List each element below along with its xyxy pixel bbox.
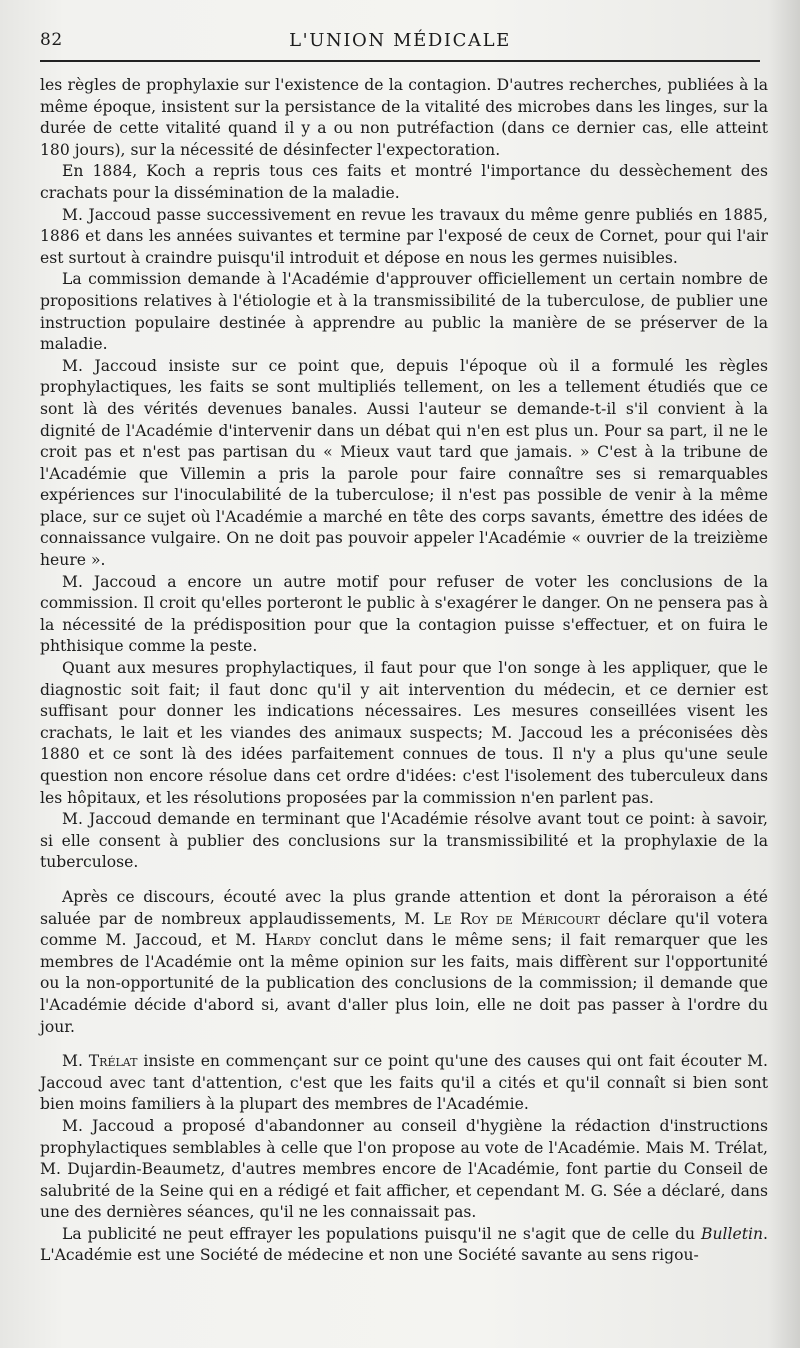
paragraph-1: les règles de prophylaxie sur l'existence de la contagion. D'autres recherches, publiées à la même époque, insistent sur la persistance de la vitalité des microbes dans les linges, sur la durée de cette vitalité quand il y a ou non putréfaction (dans ce dernier cas, elle atteint 180 jours), sur la nécessité de désinfecter l'expectoration. bbox=[40, 76, 768, 159]
paragraph-5: M. Jaccoud insiste sur ce point que, depuis l'époque où il a formulé les règles prophylactiques, les faits se sont multipliés tellement, on les a tellement étudiés que ce sont là des vérités devenues banales. Aussi l'auteur se demande-t-il s'il convient à la dignité de l'Académie d'intervenir dans un débat qui n'en est plus un. Pour sa part, il ne le croit pas et n'est pas partisan du « Mieux vaut tard que jamais. » C'est à la tribune de l'Académie que Villemin a pris la parole pour faire connaître ses si remarquables expériences sur l'inoculabilité de la tuberculose; il n'est pas possible de venir à la même place, sur ce sujet où l'Académie a marché en tête des corps savants, émettre des idées de connaissance vulgaire. On ne doit pas pouvoir appeler l'Académie « ouvrier de la treizième heure ». bbox=[40, 356, 768, 570]
paragraph-11: M. Jaccoud a proposé d'abandonner au conseil d'hygiène la rédaction d'instructions prophylactiques semblables à celle que l'on propose au vote de l'Académie. Mais M. Trélat, M. Dujardin-Beaumetz, d'autres membres encore de l'Académie, font partie du Conseil de salubrité de la Seine qui en a rédigé et fait afficher, et cependant M. G. Sée a déclaré, dans une des dernières séances, qu'il ne les connaissait pas. bbox=[40, 1116, 768, 1222]
paragraph-8: M. Jaccoud demande en terminant que l'Académie résolve avant tout ce point: à savoir, si elle consent à publier des conclusions sur la transmissibilité et la prophylaxie de la tuberculose. bbox=[40, 810, 768, 872]
page-number: 82 bbox=[40, 30, 63, 50]
person-name: Hardy bbox=[264, 931, 311, 950]
page-header bbox=[40, 30, 760, 62]
paragraph-12: La publicité ne peut effrayer les populations puisqu'il ne s'agit que de celle du Bulletin. L'Académie est une Société de médecine et non une Société savante au sens rigou- bbox=[40, 1224, 768, 1265]
paragraph-3: M. Jaccoud passe successivement en revue les travaux du même genre publiés en 1885, 1886 et dans les années suivantes et termine par l'exposé de ceux de Cornet, pour qui l'air est surtout à craindre puisqu'il introduit et dépose en nous les germes nuisibles. bbox=[40, 205, 768, 267]
person-name: Trélat bbox=[88, 1052, 138, 1071]
running-title: L'UNION MÉDICALE bbox=[289, 30, 511, 51]
article-body bbox=[40, 75, 768, 1267]
paragraph-10: M. Trélat insiste en commençant sur ce point qu'une des causes qui ont fait écouter M. Jaccoud avec tant d'attention, c'est que les faits qu'il a cités et qu'il connaît si bien sont bien moins familiers à la plupart des membres de l'Académie. bbox=[40, 1052, 769, 1114]
paragraph-4: La commission demande à l'Académie d'approuver officiellement un certain nombre de propositions relatives à l'étiologie et à la transmissibilité de la tuberculose, de publier une instruction populaire destinée à apprendre au public la manière de se préserver de la maladie. bbox=[40, 270, 768, 354]
person-name: Le Roy de Méricourt bbox=[433, 909, 600, 928]
paragraph-2: En 1884, Koch a repris tous ces faits et montré l'importance du dessèchement des crachats pour la dissémination de la maladie. bbox=[40, 162, 768, 202]
journal-title: Bulletin bbox=[701, 1224, 764, 1243]
paragraph-7: Quant aux mesures prophylactiques, il faut pour que l'on songe à les appliquer, que le diagnostic soit fait; il faut donc qu'il y ait intervention du médecin, et ce dernier est suffisant pour donner les indications nécessaires. Les mesures conseillées visent les crachats, le lait et les viandes des animaux suspects; M. Jaccoud les a préconisées dès 1880 et ce sont là des idées parfaitement connues de tous. Il n'y a plus qu'une seule question non encore résolue dans cet ordre d'idées: c'est l'isolement des tuberculeux dans les hôpitaux, et les résolutions proposées par la commission n'en parlent pas. bbox=[40, 659, 768, 807]
paragraph-6: M. Jaccoud a encore un autre motif pour refuser de voter les conclusions de la commission. Il croit qu'elles porteront le public à s'exagérer le danger. On ne pensera pas à la nécessité de la prédisposition pour que la contagion puisse s'effectuer, et on fuira le phthisique comme la peste. bbox=[40, 572, 768, 656]
paragraph-9: Après ce discours, écouté avec la plus grande attention et dont la péroraison a été saluée par de nombreux applaudissements, M. Le Roy de Méricourt déclare qu'il votera comme M. Jaccoud, et M. Hardy conclut dans le même sens; il fait remarquer que les membres de l'Académie ont la même opinion sur les faits, mais diffèrent sur l'opportunité ou la non-opportunité de la publication des conclusions de la commission; il demande que l'Académie décide d'abord si, avant d'aller plus loin, elle ne doit pas passer à l'ordre du jour. bbox=[40, 887, 769, 1036]
